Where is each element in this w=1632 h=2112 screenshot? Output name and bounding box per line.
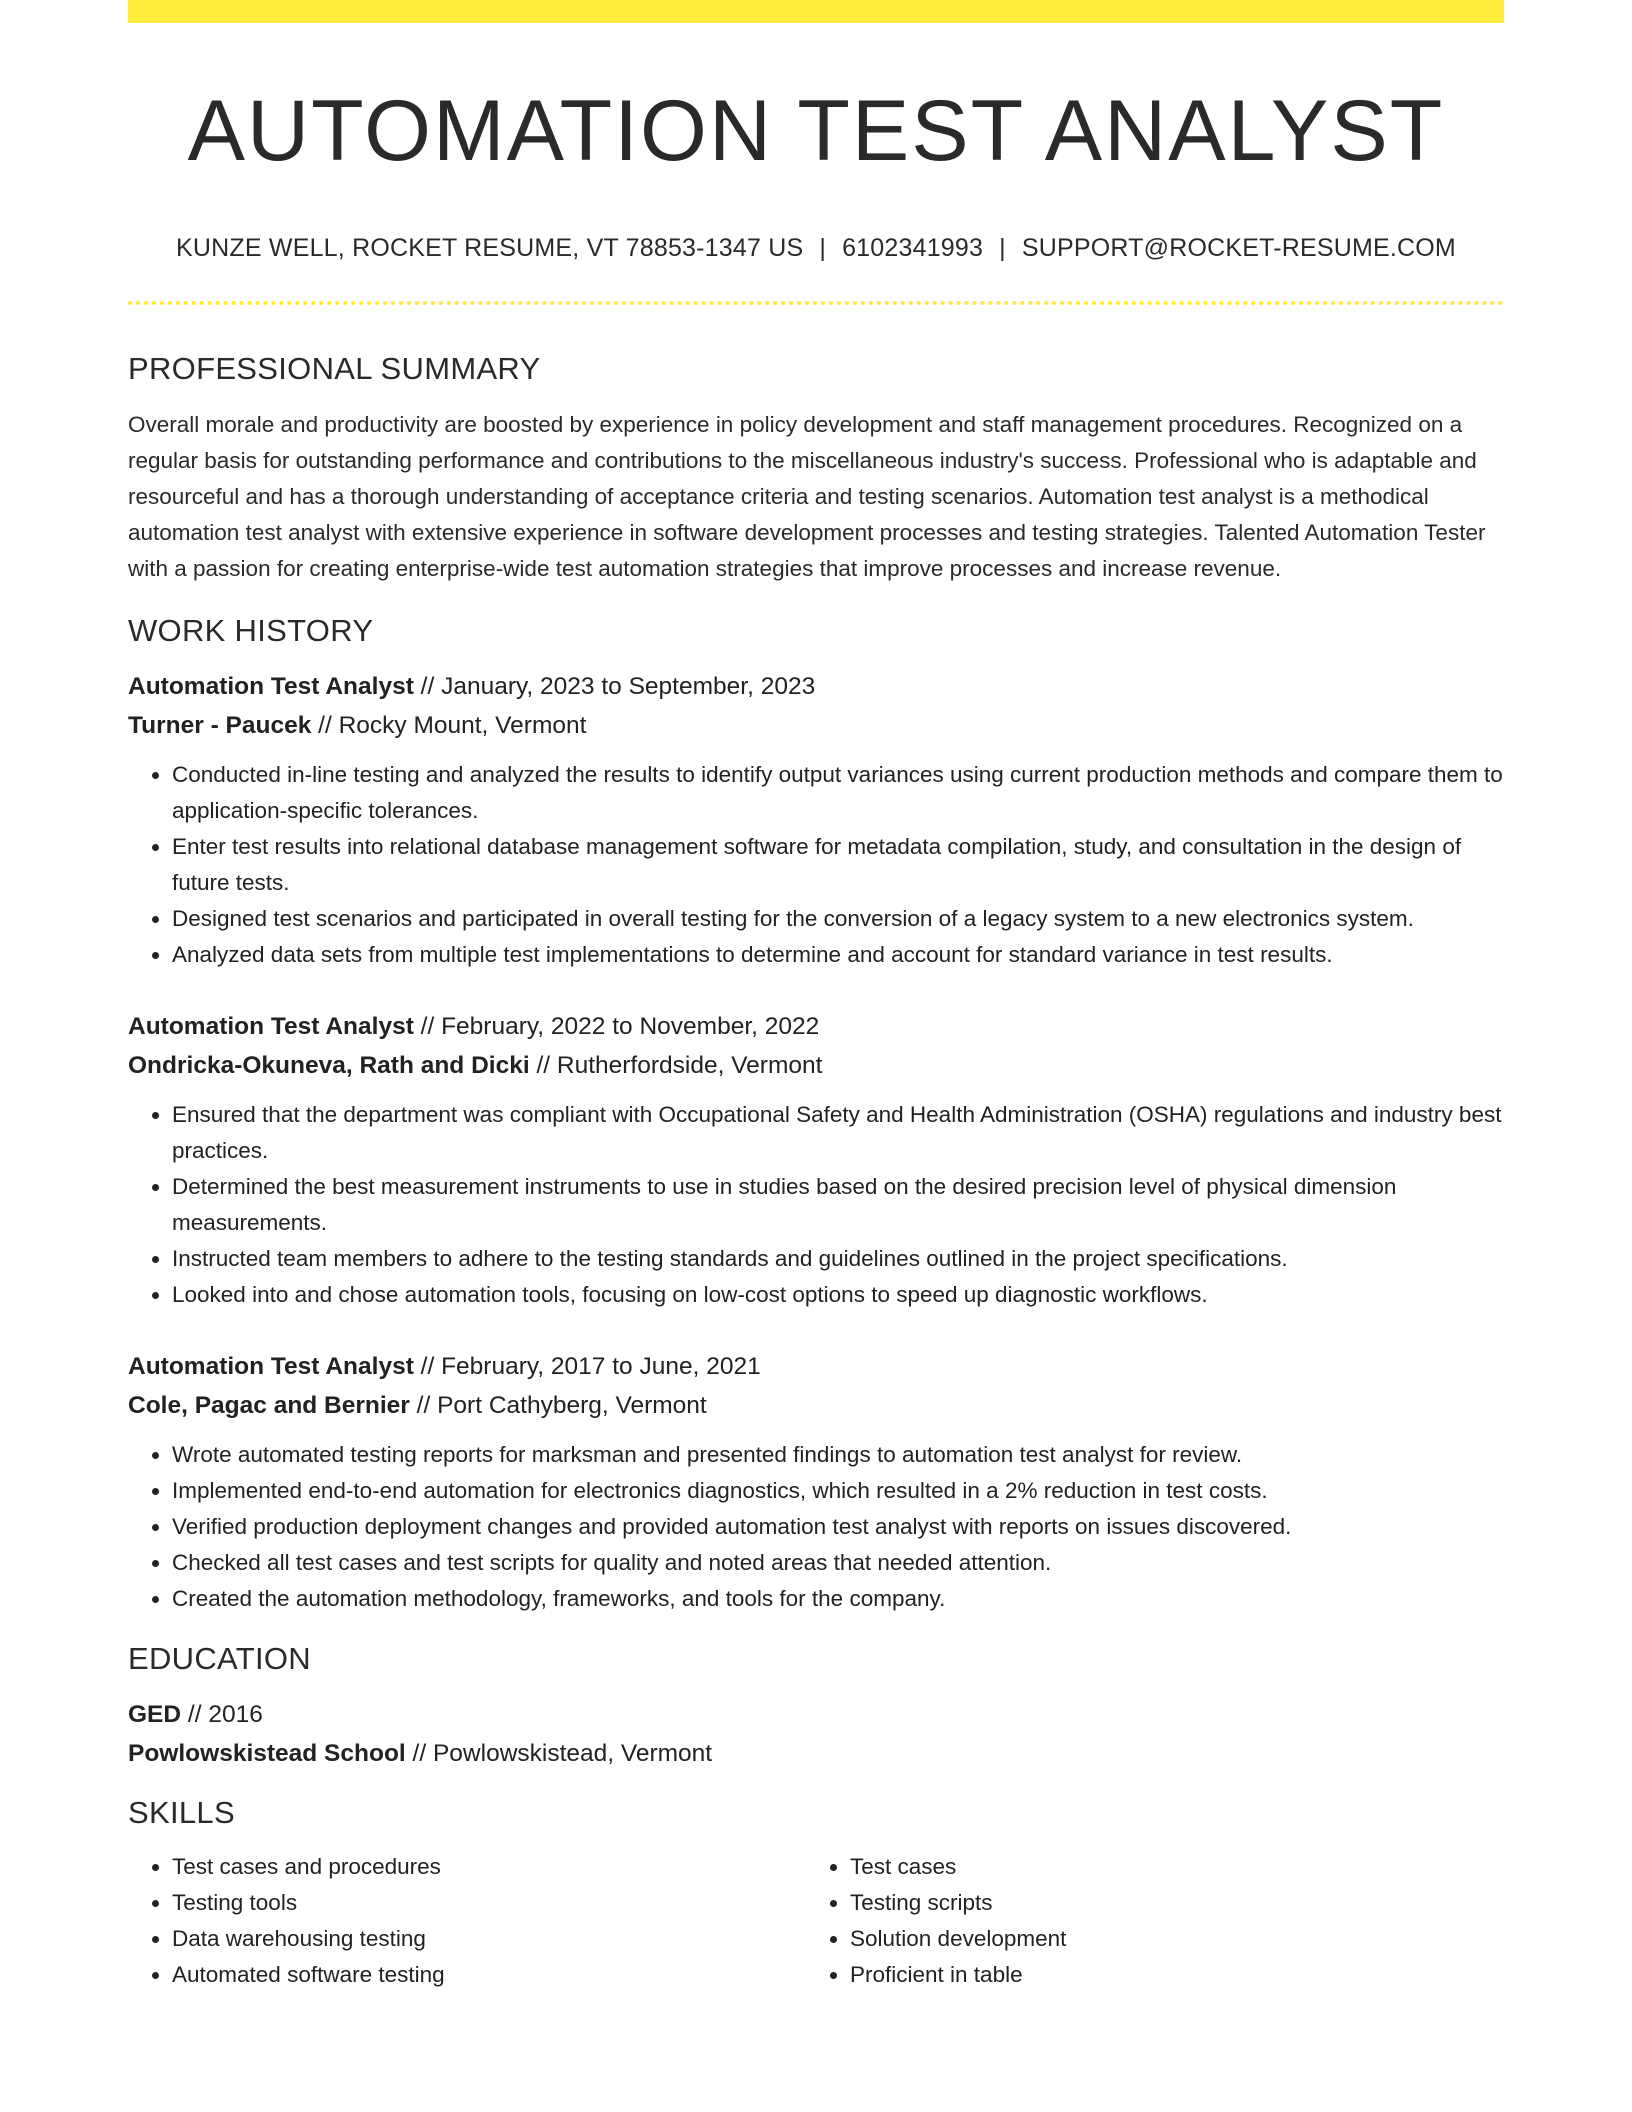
- summary-text: Overall morale and productivity are boosted by experience in policy development and staff management procedures. Recognized on a regular basis for outstanding performance and contributions to the miscellaneous industry's success. Professional who is adaptable and resourceful and has a thorough understanding of acceptance criteria and testing scenarios. Automation test analyst is a methodical automation test analyst with extensive experience in software development processes and testing strategies. Talented Automation Tester with a passion for creating enterprise-wide test automation strategies that improve processes and increase revenue.: [128, 412, 1486, 581]
- resume-title: AUTOMATION TEST ANALYST: [187, 83, 1445, 179]
- job-bullet: • Implemented end-to-end automation for electronics diagnostics, which resulted in a 2% reduction in test costs.: [172, 1473, 1504, 1509]
- job-company: Cole, Pagac and Bernier: [128, 1392, 410, 1419]
- job-bullets: [128, 1097, 1504, 1313]
- skill-item: • Test cases and procedures: [172, 1849, 806, 1885]
- contact-separator: |: [999, 234, 1006, 262]
- skill-item: • Proficient in table: [850, 1957, 1484, 1993]
- skills-section: [128, 1793, 1504, 1993]
- job-company: Turner - Paucek: [128, 712, 312, 739]
- skill-item: • Testing tools: [172, 1885, 806, 1921]
- skill-item: • Test cases: [850, 1849, 1484, 1885]
- skills-grid: [128, 1849, 1504, 1993]
- job-bullet: • Enter test results into relational database management software for metadata compilation, study, and consultation in the design of future tests.: [172, 829, 1504, 901]
- job-company-line: [128, 1046, 1504, 1085]
- education-location: // Powlowskistead, Vermont: [405, 1740, 713, 1767]
- accent-bar: [128, 0, 1504, 23]
- contact-line: [128, 233, 1504, 263]
- skill-item: • Solution development: [850, 1921, 1484, 1957]
- skills-column-left: [128, 1849, 806, 1993]
- job-bullet: • Ensured that the department was compliant with Occupational Safety and Health Administration (OSHA) regulations and industry best practices.: [172, 1097, 1504, 1169]
- job-entry: [128, 1347, 1504, 1617]
- skill-item: • Automated software testing: [172, 1957, 806, 1993]
- job-company-line: [128, 1386, 1504, 1425]
- skill-item: • Data warehousing testing: [172, 1921, 806, 1957]
- job-bullet: • Conducted in-line testing and analyzed the results to identify output variances using current production methods and compare them to application-specific tolerances.: [172, 757, 1504, 829]
- job-dates: // January, 2023 to September, 2023: [413, 673, 816, 700]
- dotted-divider: [128, 301, 1504, 305]
- job-location: // Rocky Mount, Vermont: [311, 712, 587, 739]
- skills-list: [806, 1849, 1484, 1993]
- education-heading: EDUCATION: [128, 1641, 311, 1676]
- job-title-line: [128, 667, 1504, 706]
- skills-heading: SKILLS: [128, 1795, 235, 1830]
- education-school: Powlowskistead School: [128, 1740, 406, 1767]
- job-company: Ondricka-Okuneva, Rath and Dicki: [128, 1052, 530, 1079]
- job-bullet: • Wrote automated testing reports for marksman and presented findings to automation test analyst for review.: [172, 1437, 1504, 1473]
- education-school-line: [128, 1734, 1504, 1773]
- job-bullets: [128, 757, 1504, 973]
- contact-address: KUNZE WELL, ROCKET RESUME, VT 78853-1347 US: [176, 234, 804, 262]
- job-bullets: [128, 1437, 1504, 1617]
- job-bullet: • Created the automation methodology, frameworks, and tools for the company.: [172, 1581, 1504, 1617]
- job-location: // Rutherfordside, Vermont: [529, 1052, 823, 1079]
- job-bullet: • Determined the best measurement instruments to use in studies based on the desired precision level of physical dimension measurements.: [172, 1169, 1504, 1241]
- job-bullet: • Designed test scenarios and participated in overall testing for the conversion of a legacy system to a new electronics system.: [172, 901, 1504, 937]
- job-bullet: • Analyzed data sets from multiple test implementations to determine and account for standard variance in test results.: [172, 937, 1504, 973]
- education-section: [128, 1639, 1504, 1773]
- job-bullet: • Checked all test cases and test scripts for quality and noted areas that needed attention.: [172, 1545, 1504, 1581]
- job-title: Automation Test Analyst: [128, 1353, 414, 1380]
- job-title: Automation Test Analyst: [128, 673, 414, 700]
- job-entry: [128, 1007, 1504, 1313]
- skills-list: [128, 1849, 806, 1993]
- skill-item: • Testing scripts: [850, 1885, 1484, 1921]
- job-bullet: • Verified production deployment changes and provided automation test analyst with reports on issues discovered.: [172, 1509, 1504, 1545]
- contact-separator: |: [819, 234, 827, 262]
- summary-heading: PROFESSIONAL SUMMARY: [128, 351, 541, 386]
- education-year: // 2016: [181, 1701, 263, 1728]
- job-location: // Port Cathyberg, Vermont: [409, 1392, 707, 1419]
- summary-section: [128, 349, 1504, 587]
- contact-email: SUPPORT@ROCKET-RESUME.COM: [1021, 234, 1456, 262]
- job-dates: // February, 2022 to November, 2022: [413, 1013, 820, 1040]
- resume-page: [128, 0, 1504, 1993]
- skills-column-right: [806, 1849, 1484, 1993]
- contact-phone: 6102341993: [842, 234, 984, 262]
- job-title: Automation Test Analyst: [128, 1013, 414, 1040]
- job-title-line: [128, 1347, 1504, 1386]
- job-entry: [128, 667, 1504, 973]
- education-degree-line: [128, 1695, 1504, 1734]
- job-bullet: • Instructed team members to adhere to the testing standards and guidelines outlined in the project specifications.: [172, 1241, 1504, 1277]
- work-history-section: [128, 611, 1504, 1617]
- job-bullet: • Looked into and chose automation tools, focusing on low-cost options to speed up diagnostic workflows.: [172, 1277, 1504, 1313]
- job-company-line: [128, 706, 1504, 745]
- job-dates: // February, 2017 to June, 2021: [413, 1353, 761, 1380]
- job-title-line: [128, 1007, 1504, 1046]
- work-history-heading: WORK HISTORY: [128, 613, 374, 648]
- education-entry: [128, 1695, 1504, 1773]
- education-degree: GED: [128, 1701, 182, 1728]
